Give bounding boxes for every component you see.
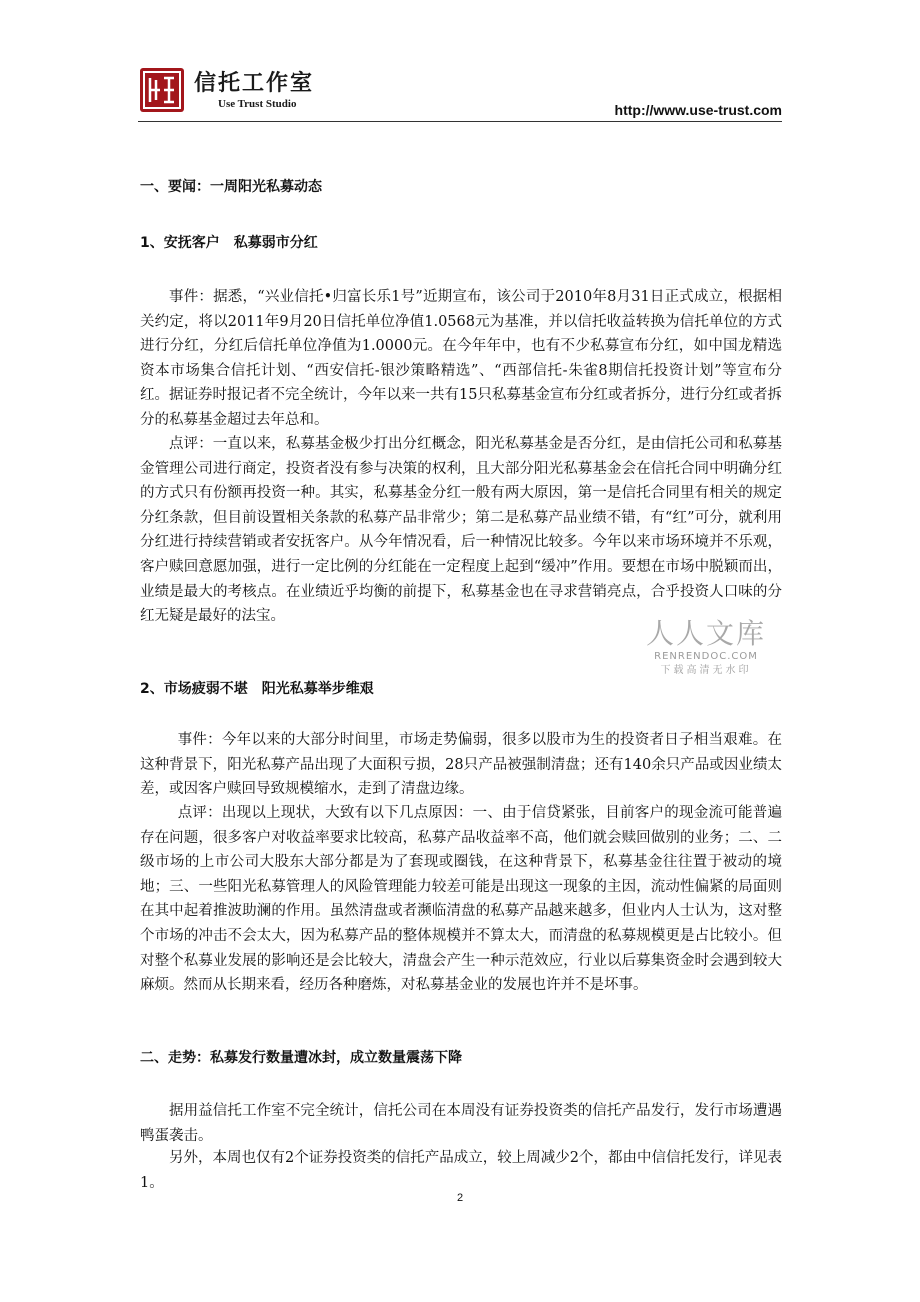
- watermark-main-text: 人人文库: [645, 617, 766, 650]
- subsection-1-1-event: 事件：据悉，“兴业信托•归富长乐1号”近期宣布，该公司于2010年8月31日正式成立，根据相关约定，将以2011年9月20日信托单位净值1.0568元为基准，并以信托收益转换为信托单位的方式进行分红，分红后信托单位净值为1.0000元。在今年年中，也有不少私募宣布分红，如中国龙精选资本市场集合信托计划、“西安信托-银沙策略精选”、“西部信托-朱雀8期信托投资计划”等宣布分红。据证券时报记者不完全统计，今年以来一共有15只私募基金宣布分红或者拆分，进行分红或者拆分的私募基金超过去年总和。: [140, 289, 782, 428]
- subsection-1-2-event: 事件：今年以来的大部分时间里，市场走势偏弱，很多以股市为生的投资者日子相当艰难。在这种背景下，阳光私募产品出现了大面积亏损，28只产品被强制清盘；还有140余只产品或因业绩太差，或因客户赎回导致规模缩水，走到了清盘边缘。: [140, 732, 782, 798]
- subsection-1-2-heading: 2、市场疲弱不堪 阳光私募举步维艰: [140, 681, 374, 697]
- watermark-tagline: 下载高清无水印: [660, 665, 752, 676]
- watermark: [640, 618, 772, 678]
- subsection-1-1-heading: 1、安抚客户 私募弱市分红: [140, 235, 318, 251]
- logo-seal-icon: [140, 68, 184, 112]
- page-header: [138, 60, 782, 122]
- subsection-1-1-comment: 点评：一直以来，私募基金极少打出分红概念，阳光私募基金是否分红，是由信托公司和私募基金管理公司进行商定，投资者没有参与决策的权利，且大部分阳光私募基金会在信托合同中明确分红的方式只有份额再投资一种。其实，私募基金分红一般有两大原因，第一是信托合同里有相关的规定分红条款，但目前设置相关条款的私募产品非常少；第二是私募产品业绩不错，有“红”可分，就利用分红进行持续营销或者安抚客户。从今年情况看，后一种情况比较多。今年以来市场环境并不乐观，客户赎回意愿加强，进行一定比例的分红能在一定程度上起到“缓冲”作用。要想在市场中脱颖而出，业绩是最大的考核点。在业绩近乎均衡的前提下，私募基金也在寻求营销亮点，合乎投资人口味的分红无疑是最好的法宝。: [140, 436, 782, 625]
- logo-chinese-name: 信托工作室: [194, 71, 315, 96]
- header-divider: [138, 121, 782, 122]
- seal-glyph-icon: [140, 68, 184, 112]
- section-2-paragraph-1: 据用益信托工作室不完全统计，信托公司在本周没有证券投资类的信托产品发行，发行市场遭遇鸭蛋袭击。: [140, 1103, 782, 1144]
- section-2-heading: 二、走势：私募发行数量遭冰封，成立数量震荡下降: [140, 1050, 462, 1066]
- watermark-site-text: RENRENDOC.COM: [654, 651, 758, 662]
- site-url-link[interactable]: http://www.use-trust.com: [614, 102, 782, 118]
- page-number: 2: [456, 1192, 464, 1204]
- logo-english-name: Use Trust Studio: [218, 98, 297, 110]
- section-1-heading: 一、要闻：一周阳光私募动态: [140, 179, 322, 195]
- subsection-1-2-comment: 点评：出现以上现状，大致有以下几点原因：一、由于信贷紧张，目前客户的现金流可能普遍存在问题，很多客户对收益率要求比较高，私募产品收益率不高，他们就会赎回做别的业务；二、二级市场的上市公司大股东大部分都是为了套现或圈钱，在这种背景下，私募基金往往置于被动的境地；三、一些阳光私募管理人的风险管理能力较差可能是出现这一现象的主因，流动性偏紧的局面则在其中起着推波助澜的作用。虽然清盘或者濒临清盘的私募产品越来越多，但业内人士认为，这对整个市场的冲击不会太大，因为私募产品的整体规模并不算太大，而清盘的私募规模更是占比较小。但对整个私募业发展的影响还是会比较大，清盘会产生一种示范效应，行业以后募集资金时会遇到较大麻烦。然而从长期来看，经历各种磨炼，对私募基金业的发展也许并不是坏事。: [140, 805, 782, 994]
- section-2-paragraph-2: 另外，本周也仅有2个证券投资类的信托产品成立，较上周减少2个，都由中信信托发行，详见表1。: [140, 1150, 782, 1191]
